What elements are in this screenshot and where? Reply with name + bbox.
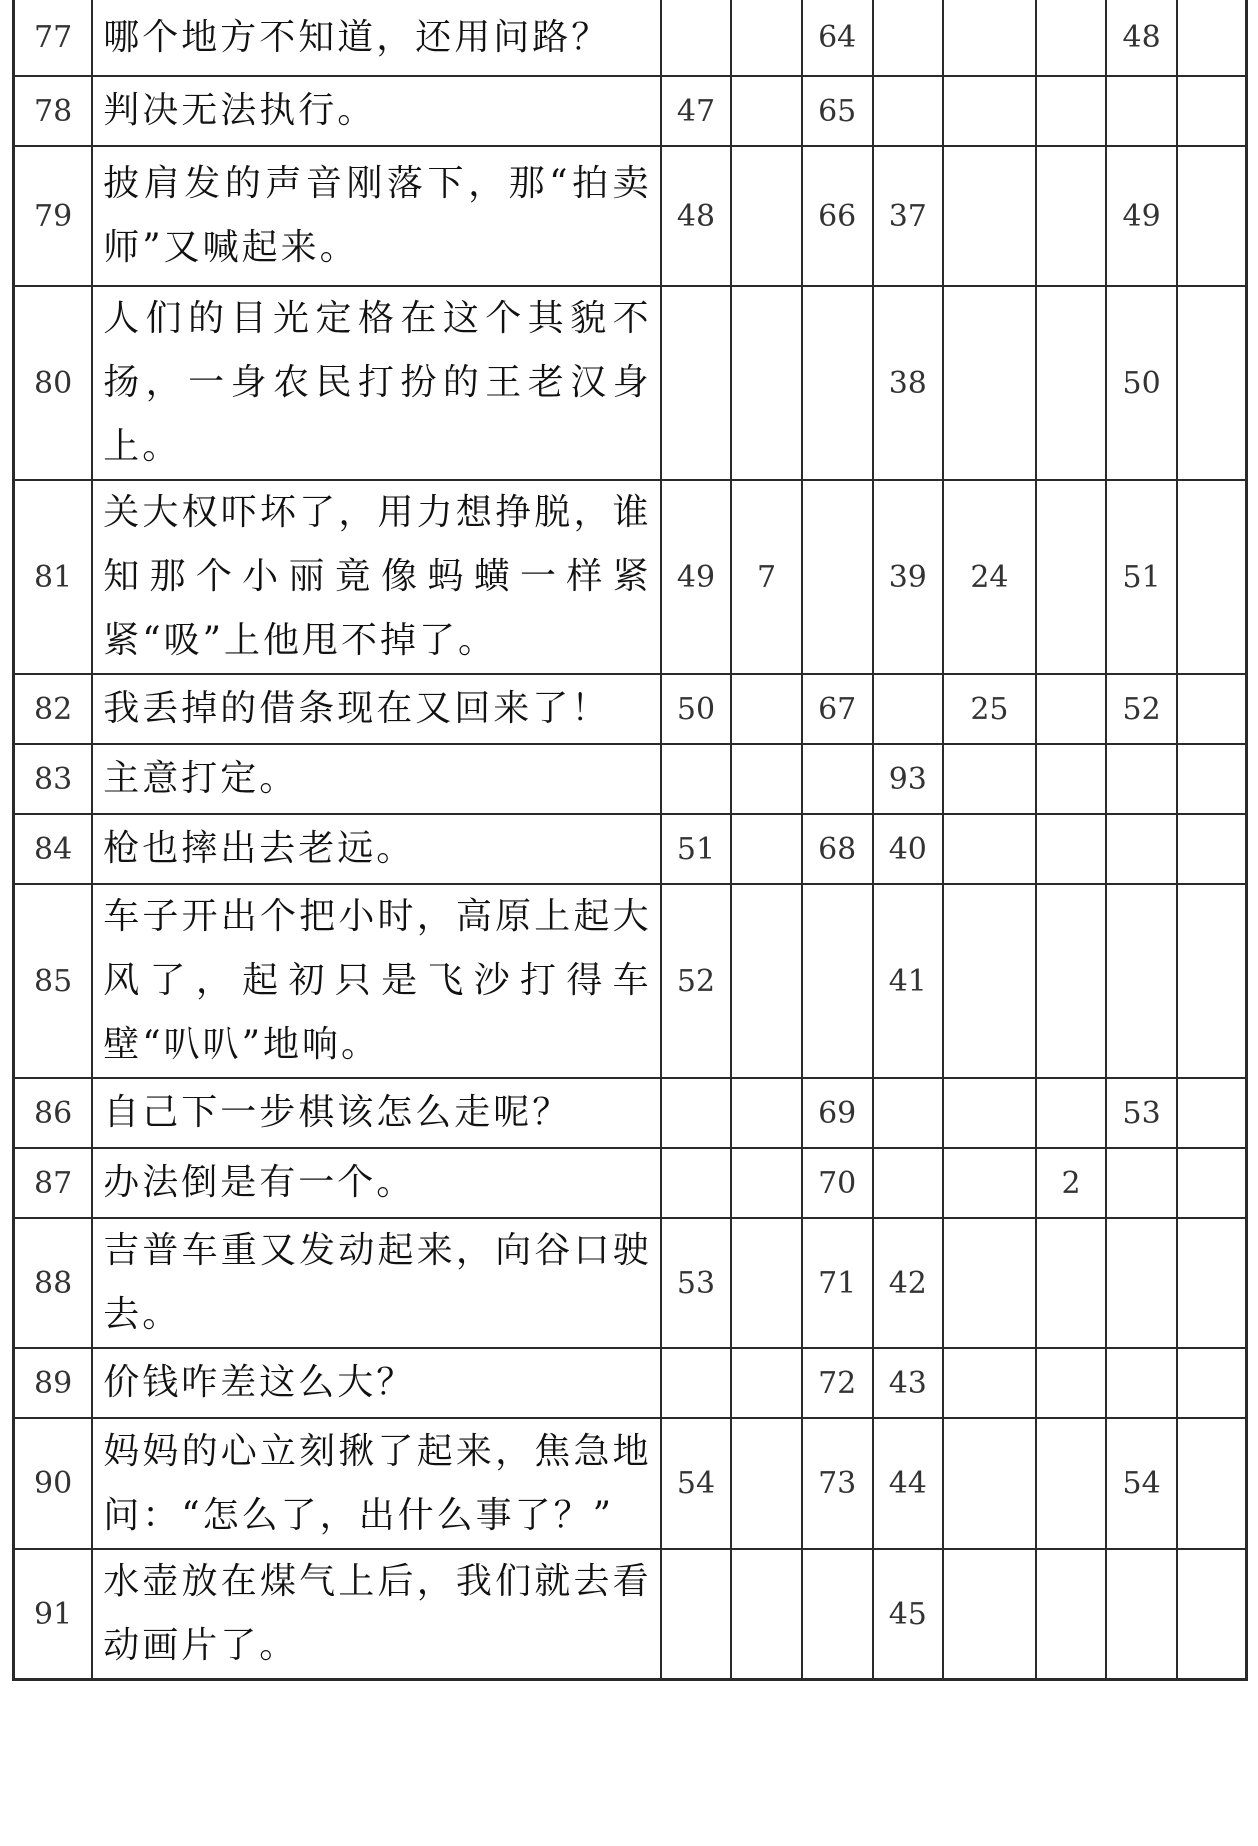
value-cell: 50 xyxy=(661,674,732,744)
value-cell xyxy=(1177,1348,1247,1418)
row-number: 88 xyxy=(14,1218,93,1348)
value-cell: 51 xyxy=(1106,480,1177,674)
row-number: 89 xyxy=(14,1348,93,1418)
value-cell xyxy=(802,744,873,814)
value-cell xyxy=(731,1418,802,1549)
value-cell xyxy=(1036,1549,1107,1680)
value-cell xyxy=(1177,146,1247,286)
sentence-cell: 妈妈的心立刻揪了起来，焦急地问：“怎么了，出什么事了？” xyxy=(92,1418,660,1549)
value-cell: 54 xyxy=(1106,1418,1177,1549)
value-cell xyxy=(731,674,802,744)
sentence-table xyxy=(12,0,1248,1681)
value-cell xyxy=(1036,744,1107,814)
value-cell xyxy=(1036,1218,1107,1348)
value-cell xyxy=(1106,76,1177,146)
value-cell: 70 xyxy=(802,1148,873,1218)
value-cell: 52 xyxy=(1106,674,1177,744)
value-cell: 72 xyxy=(802,1348,873,1418)
row-number: 86 xyxy=(14,1078,93,1148)
value-cell xyxy=(1177,0,1247,76)
value-cell: 37 xyxy=(873,146,944,286)
sentence-cell: 哪个地方不知道，还用问路？ xyxy=(92,0,660,76)
table-row xyxy=(14,1348,1247,1418)
value-cell xyxy=(943,884,1036,1078)
value-cell xyxy=(1177,76,1247,146)
value-cell xyxy=(1106,1218,1177,1348)
value-cell xyxy=(1106,884,1177,1078)
value-cell xyxy=(1106,1148,1177,1218)
value-cell xyxy=(1106,1549,1177,1680)
value-cell xyxy=(943,1218,1036,1348)
table-row xyxy=(14,0,1247,76)
value-cell: 73 xyxy=(802,1418,873,1549)
row-number: 90 xyxy=(14,1418,93,1549)
value-cell: 53 xyxy=(1106,1078,1177,1148)
sentence-cell: 车子开出个把小时，高原上起大风了，起初只是飞沙打得车壁“叭叭”地响。 xyxy=(92,884,660,1078)
value-cell xyxy=(873,76,944,146)
value-cell: 50 xyxy=(1106,286,1177,480)
value-cell xyxy=(1177,884,1247,1078)
value-cell: 39 xyxy=(873,480,944,674)
value-cell xyxy=(943,814,1036,884)
value-cell xyxy=(731,744,802,814)
table-row xyxy=(14,744,1247,814)
row-number: 78 xyxy=(14,76,93,146)
value-cell: 67 xyxy=(802,674,873,744)
value-cell xyxy=(1036,814,1107,884)
value-cell xyxy=(1036,286,1107,480)
row-number: 80 xyxy=(14,286,93,480)
value-cell xyxy=(943,0,1036,76)
value-cell xyxy=(1036,1418,1107,1549)
value-cell: 49 xyxy=(1106,146,1177,286)
table-row xyxy=(14,1418,1247,1549)
value-cell xyxy=(943,1418,1036,1549)
value-cell: 65 xyxy=(802,76,873,146)
value-cell xyxy=(1036,1348,1107,1418)
value-cell: 71 xyxy=(802,1218,873,1348)
table-row xyxy=(14,1078,1247,1148)
value-cell xyxy=(731,1348,802,1418)
value-cell xyxy=(1177,674,1247,744)
value-cell xyxy=(1177,1418,1247,1549)
table-row xyxy=(14,1549,1247,1680)
value-cell: 40 xyxy=(873,814,944,884)
value-cell xyxy=(802,884,873,1078)
value-cell xyxy=(1036,76,1107,146)
value-cell: 44 xyxy=(873,1418,944,1549)
value-cell xyxy=(661,286,732,480)
row-number: 84 xyxy=(14,814,93,884)
row-number: 82 xyxy=(14,674,93,744)
value-cell: 54 xyxy=(661,1418,732,1549)
value-cell xyxy=(943,1348,1036,1418)
value-cell xyxy=(802,286,873,480)
table-row xyxy=(14,884,1247,1078)
sentence-cell: 价钱咋差这么大？ xyxy=(92,1348,660,1418)
table-body xyxy=(14,0,1247,1680)
value-cell xyxy=(1177,814,1247,884)
value-cell xyxy=(943,1148,1036,1218)
value-cell xyxy=(873,1148,944,1218)
value-cell xyxy=(1036,146,1107,286)
table-row xyxy=(14,480,1247,674)
value-cell xyxy=(1177,480,1247,674)
value-cell xyxy=(943,146,1036,286)
value-cell xyxy=(943,286,1036,480)
value-cell xyxy=(731,76,802,146)
value-cell xyxy=(661,1078,732,1148)
value-cell xyxy=(661,1148,732,1218)
value-cell xyxy=(731,286,802,480)
value-cell: 49 xyxy=(661,480,732,674)
row-number: 91 xyxy=(14,1549,93,1680)
table-row xyxy=(14,146,1247,286)
value-cell xyxy=(661,744,732,814)
value-cell: 24 xyxy=(943,480,1036,674)
value-cell: 7 xyxy=(731,480,802,674)
value-cell: 2 xyxy=(1036,1148,1107,1218)
row-number: 79 xyxy=(14,146,93,286)
value-cell xyxy=(1177,1549,1247,1680)
value-cell: 41 xyxy=(873,884,944,1078)
sentence-cell: 我丢掉的借条现在又回来了！ xyxy=(92,674,660,744)
value-cell: 69 xyxy=(802,1078,873,1148)
row-number: 81 xyxy=(14,480,93,674)
sentence-cell: 主意打定。 xyxy=(92,744,660,814)
value-cell xyxy=(661,0,732,76)
value-cell: 48 xyxy=(661,146,732,286)
value-cell xyxy=(1036,1078,1107,1148)
value-cell xyxy=(731,146,802,286)
value-cell xyxy=(943,1549,1036,1680)
row-number: 83 xyxy=(14,744,93,814)
table-row xyxy=(14,1148,1247,1218)
value-cell: 93 xyxy=(873,744,944,814)
sentence-cell: 水壶放在煤气上后，我们就去看动画片了。 xyxy=(92,1549,660,1680)
row-number: 87 xyxy=(14,1148,93,1218)
value-cell xyxy=(731,1549,802,1680)
value-cell xyxy=(1177,1218,1247,1348)
value-cell xyxy=(731,884,802,1078)
row-number: 77 xyxy=(14,0,93,76)
value-cell xyxy=(802,1549,873,1680)
value-cell xyxy=(943,1078,1036,1148)
sentence-cell: 自己下一步棋该怎么走呢？ xyxy=(92,1078,660,1148)
value-cell: 48 xyxy=(1106,0,1177,76)
table-row xyxy=(14,76,1247,146)
value-cell xyxy=(802,480,873,674)
value-cell xyxy=(943,76,1036,146)
value-cell: 51 xyxy=(661,814,732,884)
value-cell xyxy=(873,0,944,76)
value-cell xyxy=(661,1348,732,1418)
value-cell xyxy=(1106,814,1177,884)
value-cell: 42 xyxy=(873,1218,944,1348)
value-cell: 68 xyxy=(802,814,873,884)
value-cell xyxy=(731,814,802,884)
value-cell xyxy=(661,1549,732,1680)
value-cell: 38 xyxy=(873,286,944,480)
value-cell xyxy=(1036,0,1107,76)
value-cell xyxy=(731,1218,802,1348)
value-cell xyxy=(1036,674,1107,744)
sentence-cell: 枪也摔出去老远。 xyxy=(92,814,660,884)
value-cell: 52 xyxy=(661,884,732,1078)
value-cell: 53 xyxy=(661,1218,732,1348)
value-cell xyxy=(873,674,944,744)
value-cell xyxy=(1106,744,1177,814)
row-number: 85 xyxy=(14,884,93,1078)
value-cell xyxy=(731,0,802,76)
sentence-cell: 披肩发的声音刚落下，那“拍卖师”又喊起来。 xyxy=(92,146,660,286)
table-row xyxy=(14,1218,1247,1348)
value-cell: 25 xyxy=(943,674,1036,744)
value-cell: 45 xyxy=(873,1549,944,1680)
value-cell xyxy=(1036,480,1107,674)
value-cell xyxy=(1177,286,1247,480)
value-cell xyxy=(1177,1078,1247,1148)
value-cell: 47 xyxy=(661,76,732,146)
value-cell xyxy=(1036,884,1107,1078)
value-cell: 43 xyxy=(873,1348,944,1418)
value-cell xyxy=(1106,1348,1177,1418)
sentence-cell: 办法倒是有一个。 xyxy=(92,1148,660,1218)
table-row xyxy=(14,674,1247,744)
table-row xyxy=(14,814,1247,884)
table-row xyxy=(14,286,1247,480)
sentence-cell: 吉普车重又发动起来，向谷口驶去。 xyxy=(92,1218,660,1348)
sentence-cell: 判决无法执行。 xyxy=(92,76,660,146)
sentence-cell: 人们的目光定格在这个其貌不扬，一身农民打扮的王老汉身上。 xyxy=(92,286,660,480)
sentence-cell: 关大权吓坏了，用力想挣脱，谁知那个小丽竟像蚂蟥一样紧紧“吸”上他甩不掉了。 xyxy=(92,480,660,674)
value-cell: 66 xyxy=(802,146,873,286)
value-cell xyxy=(731,1078,802,1148)
value-cell xyxy=(731,1148,802,1218)
value-cell xyxy=(1177,744,1247,814)
value-cell xyxy=(943,744,1036,814)
value-cell: 64 xyxy=(802,0,873,76)
value-cell xyxy=(873,1078,944,1148)
value-cell xyxy=(1177,1148,1247,1218)
